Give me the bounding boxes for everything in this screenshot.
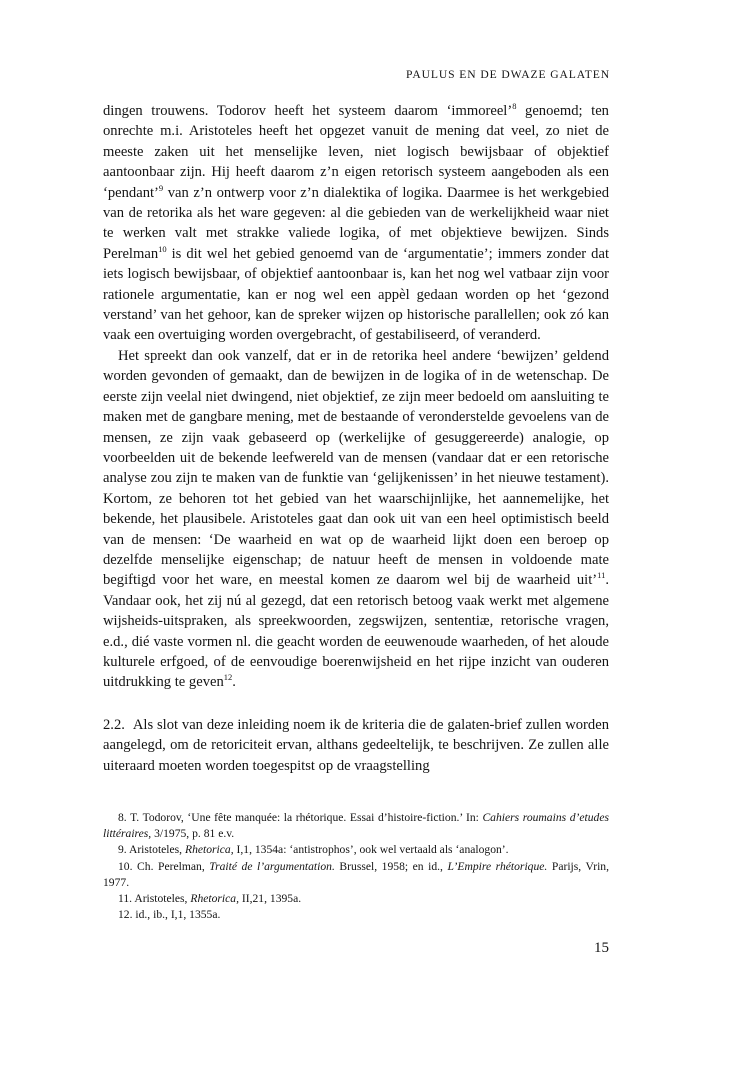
footnote-ref[interactable]: 10: [158, 243, 167, 254]
paragraph: dingen trouwens. Todorov heeft het systeem daarom ‘immoreel’$^8$ genoemd; ten onrechte m.i. Aristoteles heeft het opgezet vanuit de mening dat veel, zo niet de meeste zaken uit het menselijke leven, niet logisch bewijsbaar of objektief aantoonbaar zijn. Hij heeft daarom z’n eigen retorisch systeem aangeboden als een ‘pendant’$^9$ van z’n ontwerp voor z’n dialektika of logika. Daarmee is het werkgebied van de retorika als het ware gegeven: al die gebieden van de werkelijkheid waar niet te werken valt met strakke valiede logika, of met objektieve bewijzen. Sinds Perelman$^{10}$ is dit wel het gebied genoemd van de ‘argumentatie’; immers zonder dat iets logisch bewijsbaar, of objektief aantoonbaar is, kan het nog wel vatbaar zijn voor rationele argumentatie, kan er nog wel een appèl gedaan worden op het ‘gezond verstand’ van het gehoor, kan de spreker wijzen op historische parallellen; ook zó kan vaak een overtuiging worden overgebracht, of gestabiliseerd, of veranderd.: [103, 101, 609, 344]
section-2-2-paragraph: 2.2. Als slot van deze inleiding noem ik de kriteria die de galaten-brief zullen worden aangelegd, om de retoriciteit ervan, althans gedeeltelijk, te beschrijven. Ze zullen alle uiteraard moeten worden toegespitst op de vraagstelling: [103, 716, 609, 774]
paragraph: Het spreekt dan ook vanzelf, dat er in de retorika heel andere ‘bewijzen’ geldend worden gevonden of gemaakt, dan de bewijzen in de logika of in de wetenschap. De eerste zijn veelal niet dwingend, niet objektief, ze zijn meer bedoeld om aansluiting te maken met de gangbare mening, met de bestaande of veronderstelde gevoelens van de mensen, ze zijn vaak gebaseerd op (werkelijke of gesuggereerde) analogie, op voorbeelden uit de bekende leefwereld van de mensen (vandaar dat er een retorische analyse zou zijn te maken van de funktie van ‘gelijkenissen’ in het nieuwe testament). Kortom, ze behoren tot het gebied van het waarschijnlijke, het aannemelijke, het bekende, het plausibele. Aristoteles gaat dan ook uit van een heel optimistisch beeld van de mensen: ‘De waarheid en wat op de waarheid lijkt doen een beroep op dezelfde menselijke eigenschap; de natuur heeft de mensen in voldoende mate begiftigd voor het ware, en meestal komen ze daarom wel bij de waarheid uit’$^{11}$. Vandaar ook, het zij nú al gezegd, dat een retorisch betoog vaak werkt met algemene wijsheids-uitspraken, als spreekwoorden, zegswijzen, sententiæ, retorische vragen, e.d., dié vaste vormen nl. die geacht worden de eeuwenoude waarheden, of het aloude kulturele erfgoed, of de eenvoudige boerenwijsheid en het rijpe inzicht van ouderen uitdrukking te geven$^{12}$.: [103, 347, 609, 691]
footnote-ref[interactable]: 12: [223, 672, 233, 683]
footnote-8: 8. T. Todorov, ‘Une fête manquée: la rhétorique. Essai d’histoire-fiction.’ In: Cahiers roumains d’etudes littéraires, 3/1975, p. 81 e.v.: [103, 811, 609, 841]
section-number: 2.2.: [103, 716, 125, 733]
main-text: [103, 101, 609, 776]
footnote-ref[interactable]: 8: [512, 101, 517, 111]
running-head: PAULUS EN DE DWAZE GALATEN: [406, 68, 610, 81]
footnote-ref[interactable]: 9: [158, 182, 164, 193]
footnote-12: 12. id., ib., I,1, 1355a.: [118, 908, 221, 922]
footnote-9: 9. Aristoteles, Rhetorica, I,1, 1354a: ‘antistrophos’, ook wel vertaald als ‘analogon’.: [118, 843, 509, 857]
footnotes: [103, 810, 609, 923]
page-number: 15: [594, 940, 609, 956]
footnote-ref[interactable]: 11: [597, 570, 606, 581]
footnote-10: 10. Ch. Perelman, Traité de l’argumentation. Brussel, 1958; en id., L’Empire rhétorique. Parijs, Vrin, 1977.: [103, 859, 609, 889]
footnote-11: 11. Aristoteles, Rhetorica, II,21, 1395a.: [118, 892, 302, 906]
